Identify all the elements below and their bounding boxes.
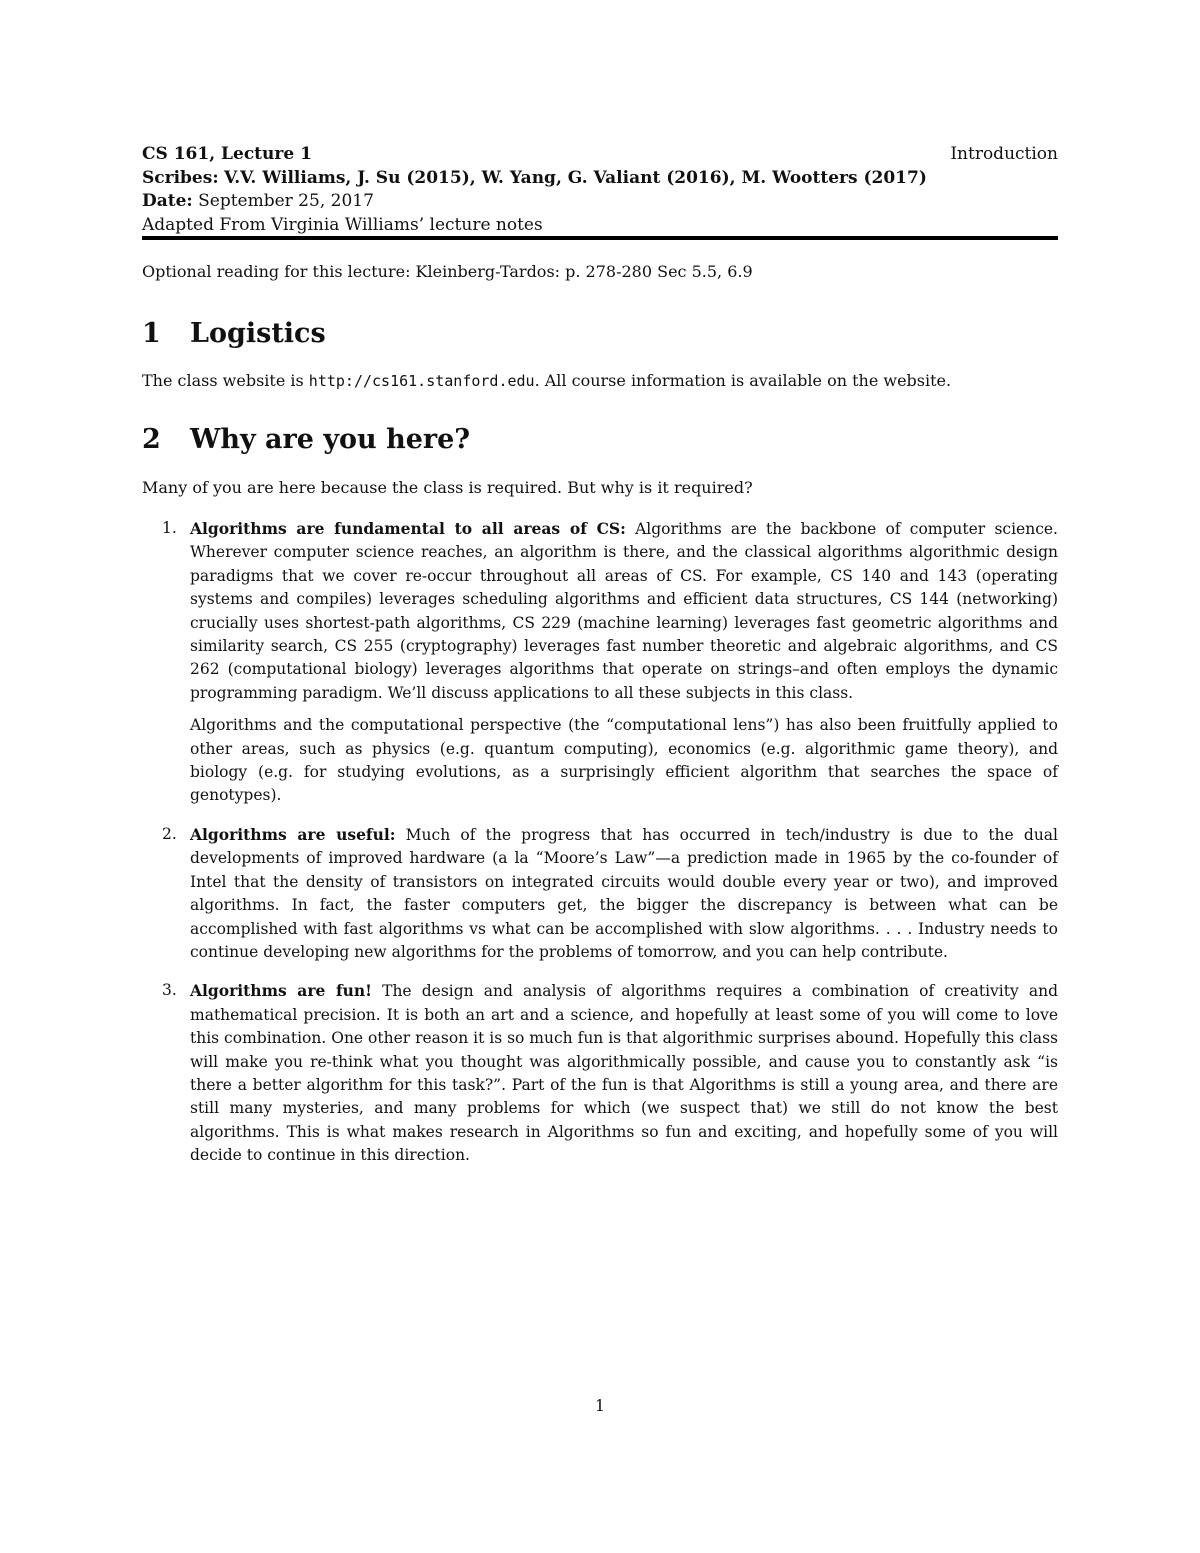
logistics-text-after: . All course information is available on the website. [534,371,952,390]
list-item-lead: Algorithms are fundamental to all areas of CS: [190,519,626,538]
lecture-header [142,143,1058,237]
section-title: Logistics [190,318,326,349]
scribes-label: Scribes: [142,167,219,188]
list-item-paragraph [190,517,1058,705]
list-marker: 1. [162,519,177,537]
list-item [142,979,1058,1167]
lecture-date: September 25, 2017 [198,191,374,211]
list-item-lead: Algorithms are fun! [190,981,372,1001]
class-website-link[interactable]: http://cs161.stanford.edu [308,372,535,390]
date-label: Date: [142,191,193,211]
reasons-list [142,517,1058,1183]
section-title: Why are you here? [190,424,471,455]
header-line-date [142,190,1058,214]
document-page [142,0,1058,1553]
list-item-body: Much of the progress that has occurred in tech/industry is due to the dual developments of improved hardware (a la “Moore’s Law”—a prediction made in 1965 by the co-founder of Intel that the density of transistors on integrated circuits would double every year or two), and improved algorithms. In fact, the faster computers get, the bigger the discrepancy is between what can be accomplished with fast algorithms vs what can be accomplished with slow algorithms. . . . Industry needs to continue developing new algorithms for the problems of tomorrow, and you can help contribute. [190,825,1058,961]
header-rule [142,236,1058,240]
list-item-paragraph [190,979,1058,1167]
logistics-paragraph [142,369,1058,394]
scribes-names: V.V. Williams, J. Su (2015), W. Yang, G. Valiant (2016), M. Wootters (2017) [224,167,927,188]
list-marker: 2. [162,824,177,843]
why-intro-paragraph: Many of you are here because the class is required. But why is it required? [142,478,753,497]
section-heading-logistics [142,318,326,350]
adapted-from: Adapted From Virginia Williams’ lecture notes [142,214,543,235]
optional-reading: Optional reading for this lecture: Kleinberg-Tardos: p. 278-280 Sec 5.5, 6.9 [142,262,753,281]
list-item [142,823,1058,964]
list-item-paragraph-2: Algorithms and the computational perspective (the “computational lens”) has also been fruitfully applied to other areas, such as physics (e.g. quantum computing), economics (e.g. algorithmic game theory), and biology (e.g. for studying evolutions, as a surprisingly efficient algorithm that searches the space of genotypes). [190,716,1058,805]
list-item-paragraph [190,823,1058,964]
list-item-lead: Algorithms are useful: [190,824,396,844]
list-marker: 3. [162,981,177,1000]
section-number: 2 [142,424,161,455]
section-number: 1 [142,318,161,349]
list-item-body: The design and analysis of algorithms requires a combination of creativity and mathematical precision. It is both an art and a science, and hopefully at least some of you will come to love this combination. One other reason it is so much fun is that algorithmic surprises abound. Hopefully this class will make you re-think what you thought was algorithmically possible, and cause you to constantly ask “is there a better algorithm for this task?”. Part of the fun is that Algorithms is still a young area, and there are still many mysteries, and many problems for which (we suspect that) we still do not know the best algorithms. This is what makes research in Algorithms so fun and exciting, and hopefully some of you will decide to continue in this direction. [190,982,1058,1165]
section-heading-why [142,424,470,456]
list-item [142,517,1058,808]
page-number: 1 [594,1396,606,1415]
header-line-scribes [142,167,1058,191]
course-title: CS 161, Lecture 1 [142,144,312,164]
list-item-body: Algorithms are the backbone of computer science. Wherever computer science reaches, an algorithm is there, and the classical algorithms algorithmic design paradigms that we cover re-occur throughout all areas of CS. For example, CS 140 and 143 (operating systems and compiles) leverages scheduling algorithms and efficient data structures, CS 144 (networking) crucially uses shortest-path algorithms, CS 229 (machine learning) leverages fast geometric algorithms and similarity search, CS 255 (cryptography) leverages fast number theoretic and algebraic algorithms, and CS 262 (computational biology) leverages algorithms that operate on strings–and often employs the dynamic programming paradigm. We’ll discuss applications to all these subjects in this class. [190,520,1058,702]
header-line-course [142,143,1058,167]
lecture-topic: Introduction [950,144,1058,164]
logistics-text-before: The class website is [142,371,309,390]
